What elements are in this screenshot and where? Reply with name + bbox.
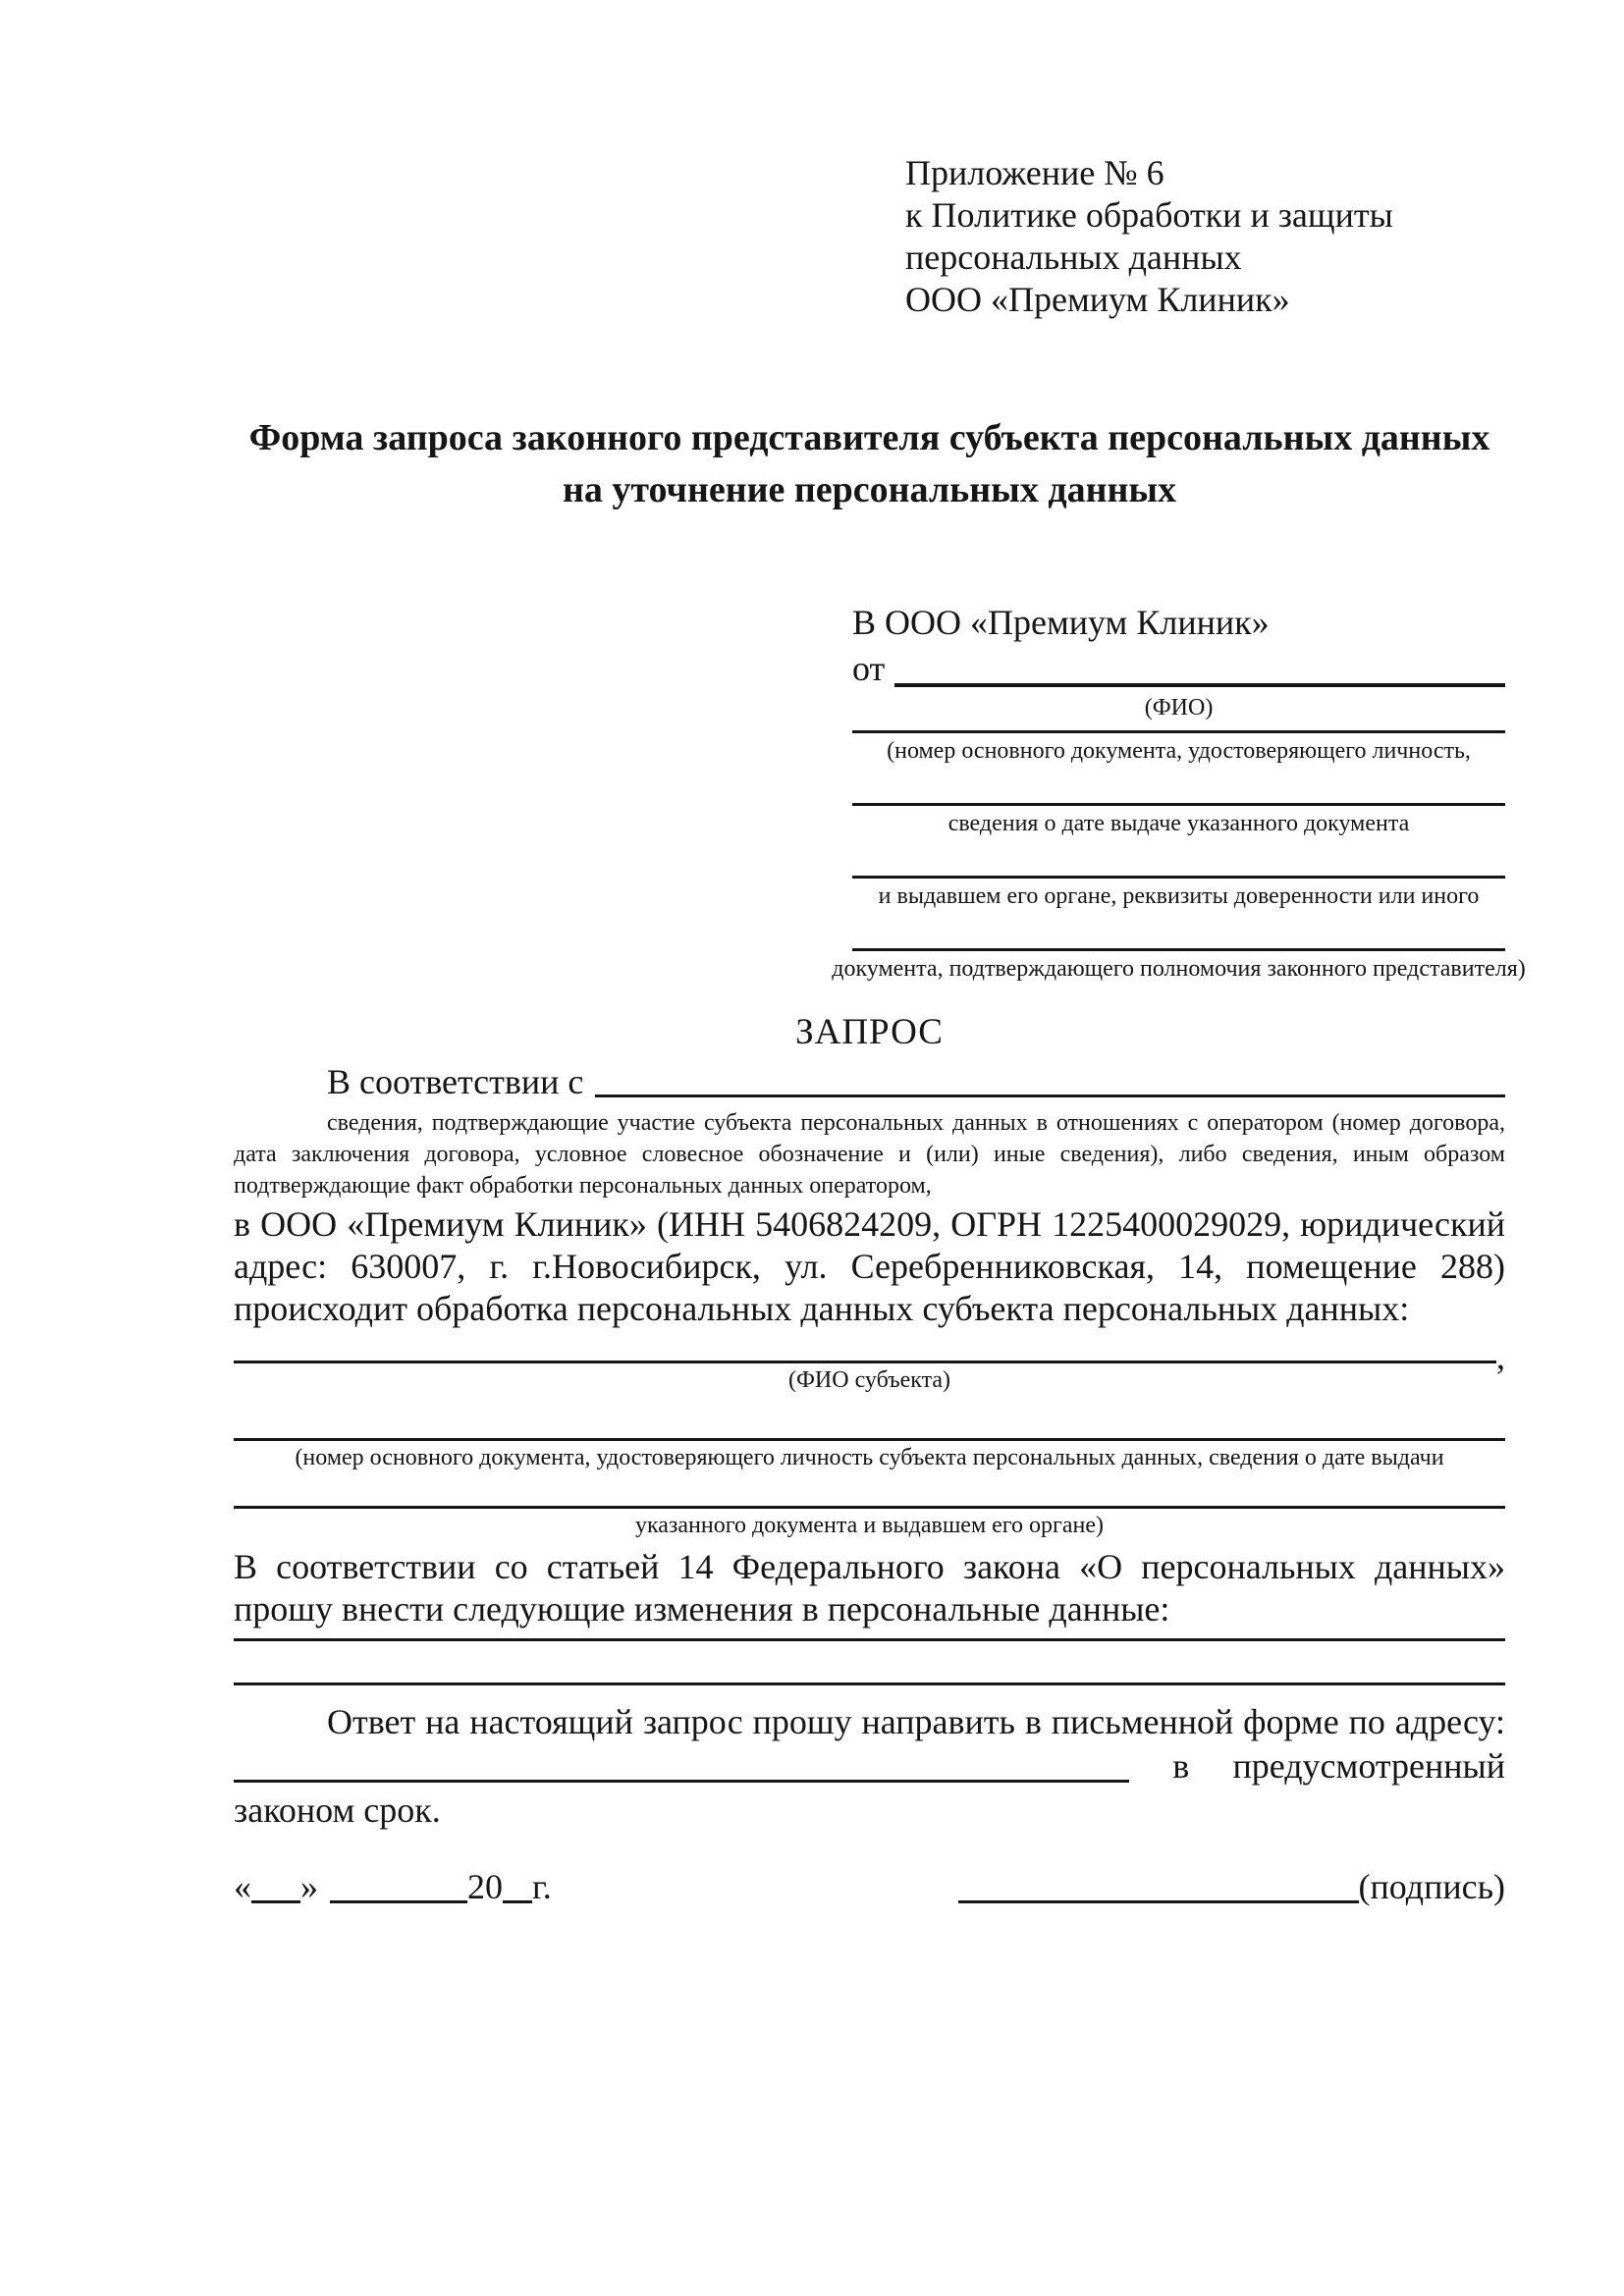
addressee-block [832,600,1526,982]
field-caption: сведения о дате выдаче указанного документа [947,811,1410,836]
blank-line [234,1361,1496,1363]
blank-line [503,1900,532,1903]
blank-line [251,1900,300,1903]
annex-line: к Политике обработки и защиты [905,195,1393,235]
reply-end: законом срок. [234,1790,441,1830]
subject-fio-caption: (ФИО субъекта) [787,1367,951,1393]
signature-caption: (подпись) [1358,1867,1505,1906]
quote-open: « [234,1867,251,1906]
blank-line [852,876,1505,879]
reply-word: в [1172,1746,1190,1786]
basis-caption: сведения, подтверждающие участие субъекта персональных данных в отношениях с оператором (номер договора, дата заключения договора, условное словесное обозначение и (или) иные сведения), либо сведения, иным образом подтверждающие факт обработки персональных данных оператором, [234,1110,1505,1199]
addressee-from-label: от [852,649,886,688]
trailing-comma: , [1496,1337,1505,1376]
article-paragraph: В соответствии со статьей 14 Федерального закона «О персональных данных» прошу внести следующие изменения в персональные данные: [234,1547,1505,1629]
annex-header [905,152,1505,321]
document-title-line: на уточнение персональных данных [562,469,1177,510]
reply-address-row [234,1743,1505,1789]
document-title [234,412,1505,516]
request-heading: ЗАПРОС [795,1012,944,1052]
date-group [234,1865,552,1908]
accordance-label: В соответствии с [327,1062,584,1101]
subject-doc-caption: (номер основного документа, удостоверяющего личность субъекта персональных данных, сведения о дате выдачи [295,1445,1444,1470]
annex-line: персональных данных [905,238,1242,277]
addressee-to: В ООО «Премиум Клиник» [852,603,1270,642]
operator-paragraph: в ООО «Премиум Клиник» (ИНН 5406824209, ОГРН 1225400029029, юридический адрес: 630007, г. г.Новосибирск, ул. Серебренниковская, 14, помещение 288) происходит обработка персональных данных субъекта персональных данных: [234,1204,1505,1328]
quote-close: » [300,1867,318,1906]
addressee-field [852,730,1505,764]
reply-paragraph: Ответ на настоящий запрос прошу направить в письменной форме по адресу: [327,1702,1505,1741]
field-caption: (номер основного документа, удостоверяющего личность, [887,738,1471,764]
blank-line [234,1638,1505,1641]
fio-caption: (ФИО) [1144,695,1214,721]
addressee-field [852,803,1505,836]
field-caption: и выдавшем его органе, реквизиты доверенности или иного [878,883,1480,909]
addressee-field [852,876,1505,909]
field-caption: документа, подтверждающего полномочия законного представителя) [832,956,1526,982]
blank-line [894,683,1505,687]
footer-row [234,1865,1505,1908]
blank-line [852,948,1505,951]
blank-line [595,1095,1505,1097]
annex-line: ООО «Премиум Клиник» [905,280,1290,319]
blank-line [234,1780,1129,1783]
accordance-row [234,1060,1505,1103]
year-suffix: г. [532,1867,552,1906]
blank-line [852,730,1505,733]
addressee-field [832,948,1526,982]
blank-line [234,1506,1505,1509]
document-title-line: Форма запроса законного представителя субъекта персональных данных [248,417,1490,458]
addressee-from-row [852,646,1505,692]
reply-word: предусмотренный [1232,1746,1505,1786]
blank-line [330,1900,467,1903]
blank-line [234,1682,1505,1685]
blank-line [234,1438,1505,1441]
subject-doc-caption: указанного документа и выдавшем его органе) [634,1513,1105,1538]
annex-line: Приложение № 6 [905,153,1164,192]
subject-fio-row [234,1337,1505,1376]
year-century: 20 [467,1867,503,1906]
signature-group [958,1865,1505,1908]
blank-line [958,1900,1359,1903]
blank-line [852,803,1505,806]
